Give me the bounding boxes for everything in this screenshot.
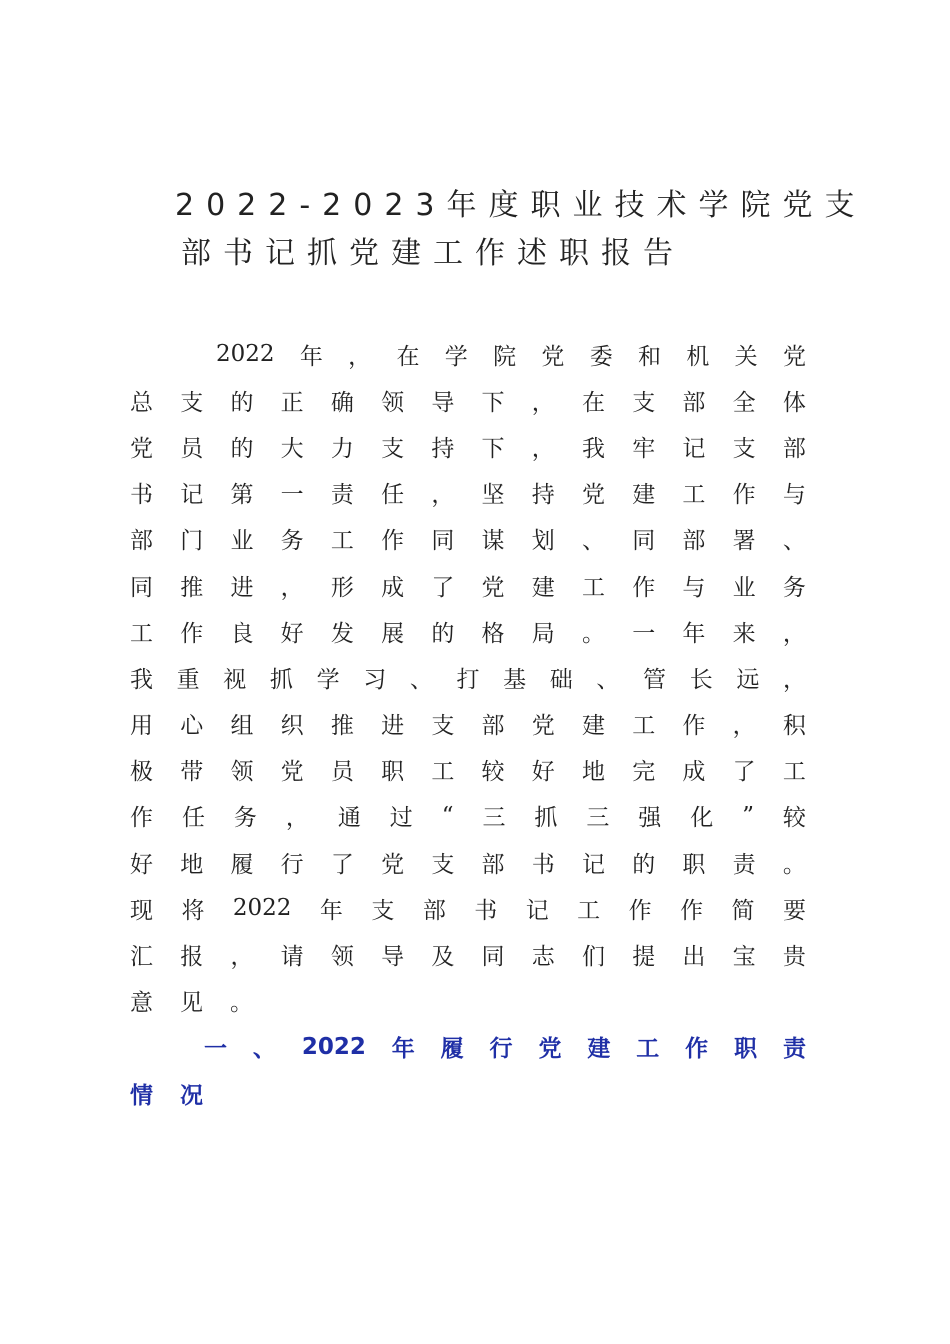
paragraph-line: 工 作 良 好 发 展 的 格 局 。 一 年 来 ， xyxy=(130,620,806,647)
paragraph-line: 意 见 。 xyxy=(130,990,253,1017)
paragraph-line: 作 任 务 ， 通 过 “ 三 抓 三 强 化 ” 较 xyxy=(130,802,806,832)
paragraph-line: 极 带 领 党 员 职 工 较 好 地 完 成 了 工 xyxy=(130,759,806,786)
paragraph-line: 用 心 组 织 推 进 支 部 党 建 工 作 ， 积 xyxy=(130,713,806,740)
paragraph-line: 2022 年 ， 在 学 院 党 委 和 机 关 党 xyxy=(216,341,806,370)
paragraph-line: 我 重 视 抓 学 习 、 打 基 础 、 管 长 远 ， xyxy=(130,666,806,693)
paragraph-line: 好 地 履 行 了 党 支 部 书 记 的 职 责 。 xyxy=(130,851,806,878)
document-title xyxy=(175,182,867,278)
paragraph-line: 部 门 业 务 工 作 同 谋 划 、 同 部 署 、 xyxy=(130,528,806,555)
paragraph-line: 现 将 2022 年 支 部 书 记 工 作 作 简 要 xyxy=(130,895,806,924)
intro-paragraph xyxy=(130,331,820,1024)
heading-line: 情 况 xyxy=(130,1082,203,1109)
paragraph-line: 汇 报 ， 请 领 导 及 同 志 们 提 出 宝 贵 xyxy=(130,944,806,971)
title-line-1: 2022-2023年度职业技术学院党支 xyxy=(175,188,867,223)
report-body xyxy=(130,331,820,1116)
paragraph-line: 党 员 的 大 力 支 持 下 ， 我 牢 记 支 部 xyxy=(130,435,806,462)
heading-line: 一 、 2022 年 履 行 党 建 工 作 职 责 xyxy=(204,1033,806,1063)
paragraph-line: 总 支 的 正 确 领 导 下 ， 在 支 部 全 体 xyxy=(130,389,806,416)
title-line-2: 部书记抓党建工作述职报告 xyxy=(181,236,685,271)
paragraph-line: 同 推 进 ， 形 成 了 党 建 工 作 与 业 务 xyxy=(130,574,806,601)
section-heading xyxy=(130,1024,820,1116)
paragraph-line: 书 记 第 一 责 任 ， 坚 持 党 建 工 作 与 xyxy=(130,482,806,509)
